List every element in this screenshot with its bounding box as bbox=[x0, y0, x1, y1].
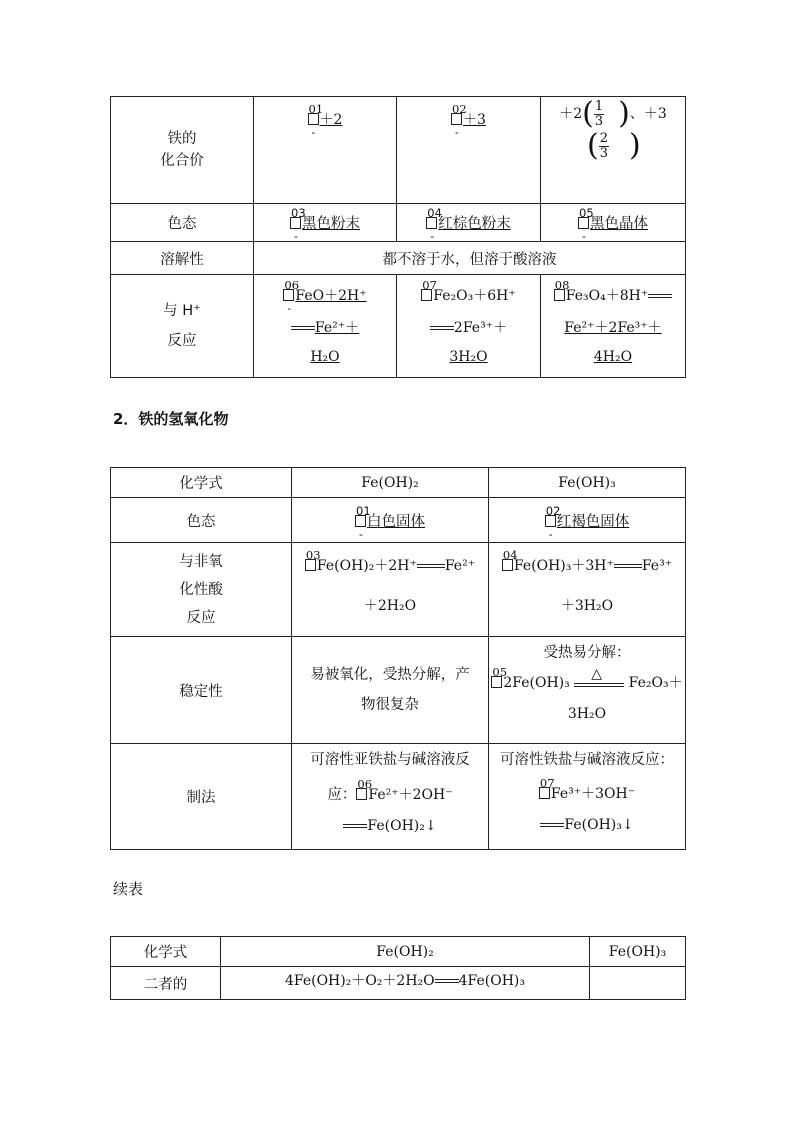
feo-acid-cell: 06 - FeO＋2H⁺ Fe²⁺＋ H₂O bbox=[254, 275, 397, 378]
blank-h02[interactable]: 02 - bbox=[545, 503, 561, 541]
fe2o3-color-cell: 04 - 红棕色粉末 bbox=[397, 204, 541, 242]
feoh3-stability-cell: 受热易分解： 05 2Fe(OH)₃ △ Fe₂O₃＋ 3H₂O bbox=[489, 637, 686, 744]
feo-valence-cell: 01 - ＋2 bbox=[254, 97, 397, 204]
blank-01[interactable]: 01 - bbox=[308, 102, 324, 139]
feoh2-acid-cell: 03 Fe(OH)₂＋2H⁺ Fe²⁺ ＋2H₂O bbox=[292, 543, 489, 637]
solubility-cell: 都不溶于水，但溶于酸溶液 bbox=[254, 242, 686, 275]
feoh2-stability-cell: 易被氧化，受热分解，产 物很复杂 bbox=[292, 637, 489, 744]
continued-label: 续表 bbox=[113, 880, 144, 898]
oxidation-equation-cell: 4Fe(OH)₂＋O₂＋2H₂O 4Fe(OH)₃ bbox=[221, 967, 590, 1000]
blank-07[interactable]: 07 bbox=[421, 289, 433, 303]
blank-06[interactable]: 06 - bbox=[284, 278, 300, 315]
blank-h06[interactable]: 06 bbox=[356, 788, 368, 802]
fe2o3-valence-cell: 02 - ＋3 bbox=[397, 97, 541, 204]
blank-04[interactable]: 04 - bbox=[427, 206, 442, 243]
relation-header: 二者的 bbox=[111, 967, 221, 1000]
formula-header: 化学式 bbox=[111, 468, 292, 498]
iron-hydroxides-table bbox=[110, 467, 686, 850]
solubility-header: 溶解性 bbox=[111, 242, 254, 275]
section-heading-hydroxides: 2．铁的氢氧化物 bbox=[113, 410, 229, 428]
blank-02[interactable]: 02 - bbox=[452, 102, 467, 139]
feoh2-color-cell: 01 - 白色固体 bbox=[292, 498, 489, 543]
feoh2-header: Fe(OH)₂ bbox=[292, 468, 489, 498]
blank-h03[interactable]: 03 bbox=[305, 559, 317, 573]
empty-cell bbox=[590, 967, 686, 1000]
continued-table bbox=[110, 936, 686, 1000]
blank-h05[interactable]: 05 bbox=[491, 676, 503, 690]
fe3o4-color-cell: 05 - 黑色晶体 bbox=[541, 204, 686, 242]
blank-h07[interactable]: 07 bbox=[539, 787, 551, 801]
fe2o3-acid-cell: 07 Fe₂O₃＋6H⁺ 2Fe³⁺＋ 3H₂O bbox=[397, 275, 541, 378]
heating-arrow: △ bbox=[574, 674, 624, 692]
feoh2-header-2: Fe(OH)₂ bbox=[221, 937, 590, 967]
color-header: 色态 bbox=[111, 204, 254, 242]
feoh3-header: Fe(OH)₃ bbox=[489, 468, 686, 498]
blank-03[interactable]: 03 - bbox=[291, 206, 306, 243]
blank-08[interactable]: 08 bbox=[554, 289, 566, 303]
hydroxide-acid-header: 与非氧 化性酸 反应 bbox=[111, 543, 292, 637]
blank-h01[interactable]: 01 - bbox=[356, 503, 371, 541]
feoh2-prep-cell: 可溶性亚铁盐与碱溶液反 应： 06 Fe²⁺＋2OH⁻ Fe(OH)₂↓ bbox=[292, 744, 489, 850]
fe3o4-acid-cell: 08 Fe₃O₄＋8H⁺ Fe²⁺＋2Fe³⁺＋ 4H₂O bbox=[541, 275, 686, 378]
preparation-header: 制法 bbox=[111, 744, 292, 850]
feoh3-header-2: Fe(OH)₃ bbox=[590, 937, 686, 967]
stability-header: 稳定性 bbox=[111, 637, 292, 744]
acid-reaction-header: 与 H⁺ 反应 bbox=[111, 275, 254, 378]
formula-header-2: 化学式 bbox=[111, 937, 221, 967]
blank-h04[interactable]: 04 bbox=[502, 559, 514, 573]
iron-oxides-table bbox=[110, 96, 686, 378]
feoh3-color-cell: 02 - 红褐色固体 bbox=[489, 498, 686, 543]
feoh3-prep-cell: 可溶性铁盐与碱溶液反应： 07 Fe³⁺＋3OH⁻ Fe(OH)₃↓ bbox=[489, 744, 686, 850]
fe3o4-valence-cell: ＋2( $\frac{1}{3}$ )、＋3 ( $\frac{2}{3}$ ) bbox=[541, 97, 686, 204]
feo-color-cell: 03 - 黑色粉末 bbox=[254, 204, 397, 242]
feoh3-acid-cell: 04 Fe(OH)₃＋3H⁺ Fe³⁺ ＋3H₂O bbox=[489, 543, 686, 637]
hydroxide-color-header: 色态 bbox=[111, 498, 292, 543]
blank-05[interactable]: 05 - bbox=[579, 206, 594, 243]
valence-header: 铁的 化合价 bbox=[111, 97, 254, 204]
